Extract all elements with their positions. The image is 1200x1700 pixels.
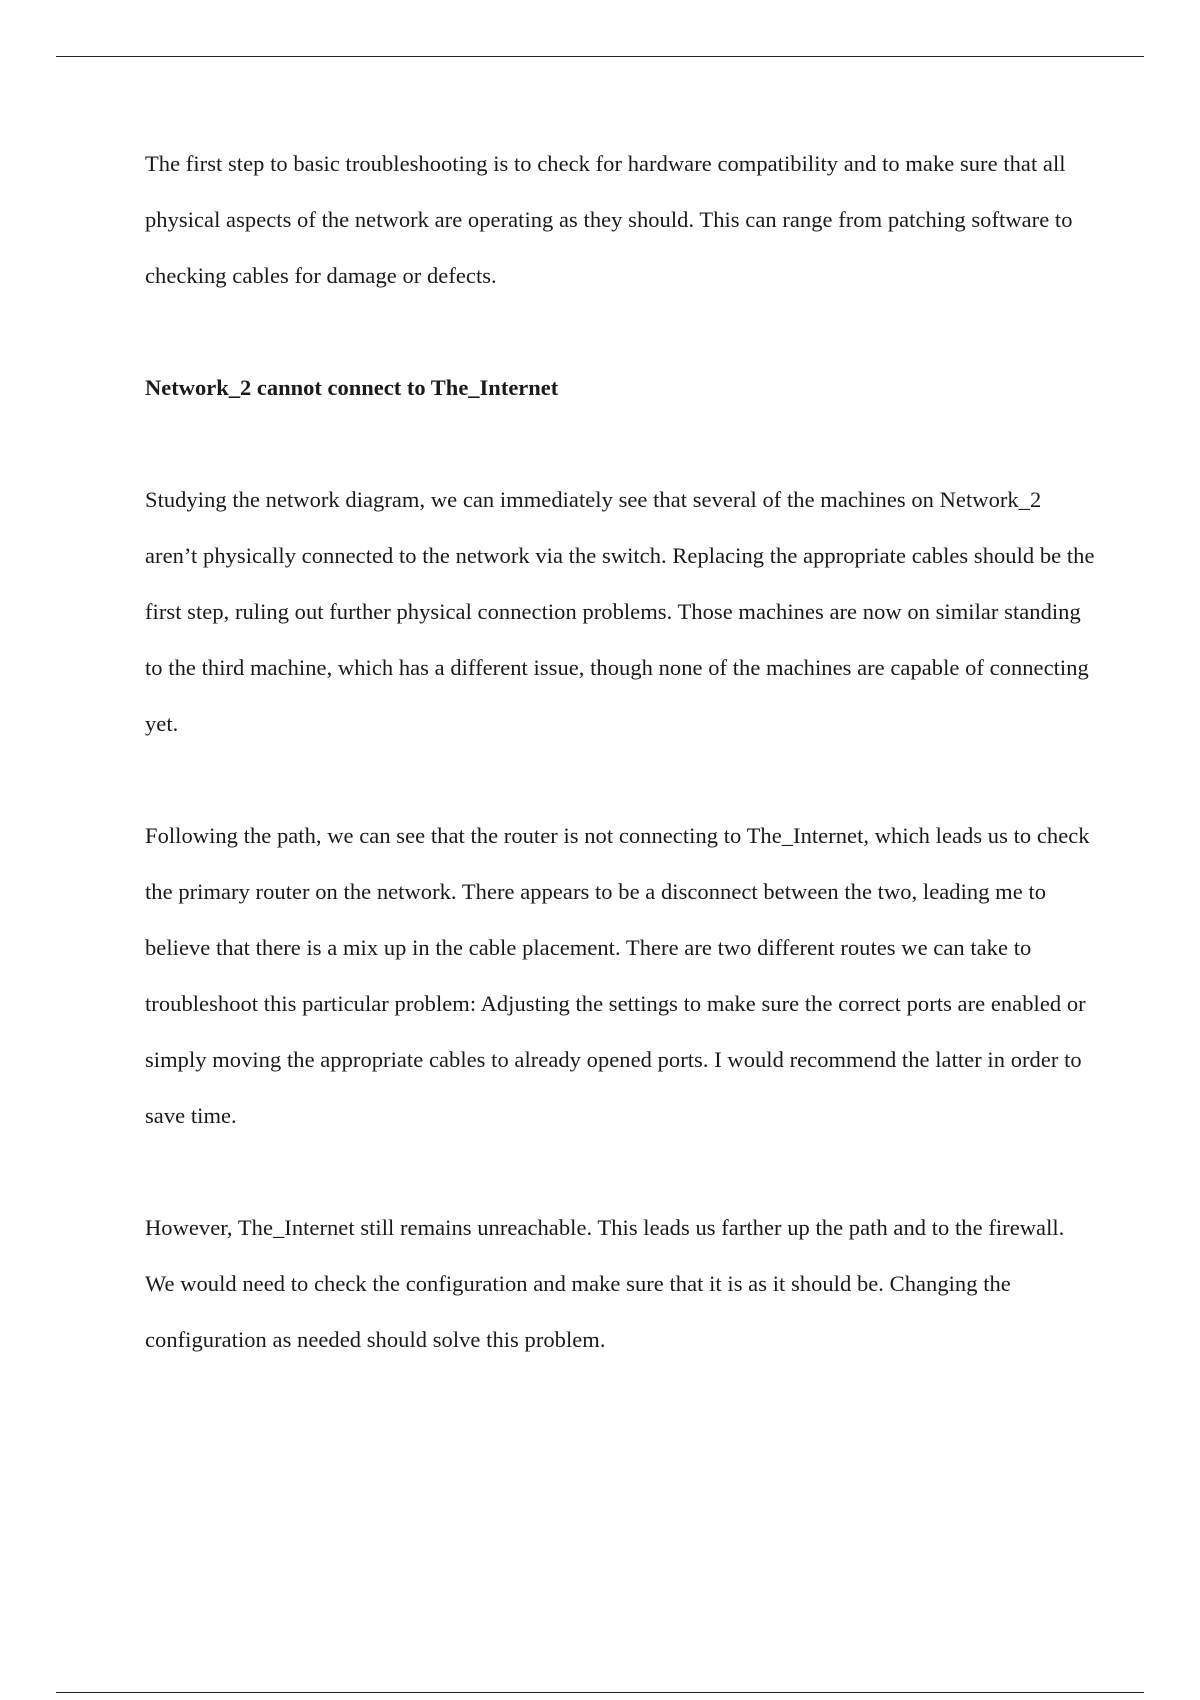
section-heading: Network_2 cannot connect to The_Internet — [145, 375, 559, 400]
paragraph-spacer — [145, 1144, 1095, 1200]
paragraph-intro: The first step to basic troubleshooting is to check for hardware compatibility and to make sure that all physical aspects of the network are operating as they should. This can range from patching software to checking cables for damage or defects. — [145, 151, 1073, 288]
paragraph-router: Following the path, we can see that the router is not connecting to The_Internet, which leads us to check the primary router on the network. There appears to be a disconnect between the two, leading me to believe that there is a mix up in the cable placement. There are two different routes we can take to troubleshoot this particular problem: Adjusting the settings to make sure the correct ports are enabled or simply moving the appropriate cables to already opened ports. I would recommend the latter in order to save time. — [145, 823, 1090, 1128]
paragraph-spacer — [145, 752, 1095, 808]
paragraph-firewall: However, The_Internet still remains unreachable. This leads us farther up the path and to the firewall. We would need to check the configuration and make sure that it is as it should be. Changing the configuration as needed should solve this problem. — [145, 1215, 1065, 1352]
paragraph-network-diagram: Studying the network diagram, we can immediately see that several of the machines on Network_2 aren’t physically connected to the network via the switch. Replacing the appropriate cables should be the first step, ruling out further physical connection problems. Those machines are now on similar standing to the third machine, which has a different issue, though none of the machines are capable of connecting yet. — [145, 487, 1095, 736]
paragraph-spacer — [145, 416, 1095, 472]
document-body — [145, 136, 1095, 1368]
paragraph-spacer — [145, 304, 1095, 360]
header-rule — [56, 56, 1144, 57]
footer-rule — [56, 1692, 1144, 1693]
